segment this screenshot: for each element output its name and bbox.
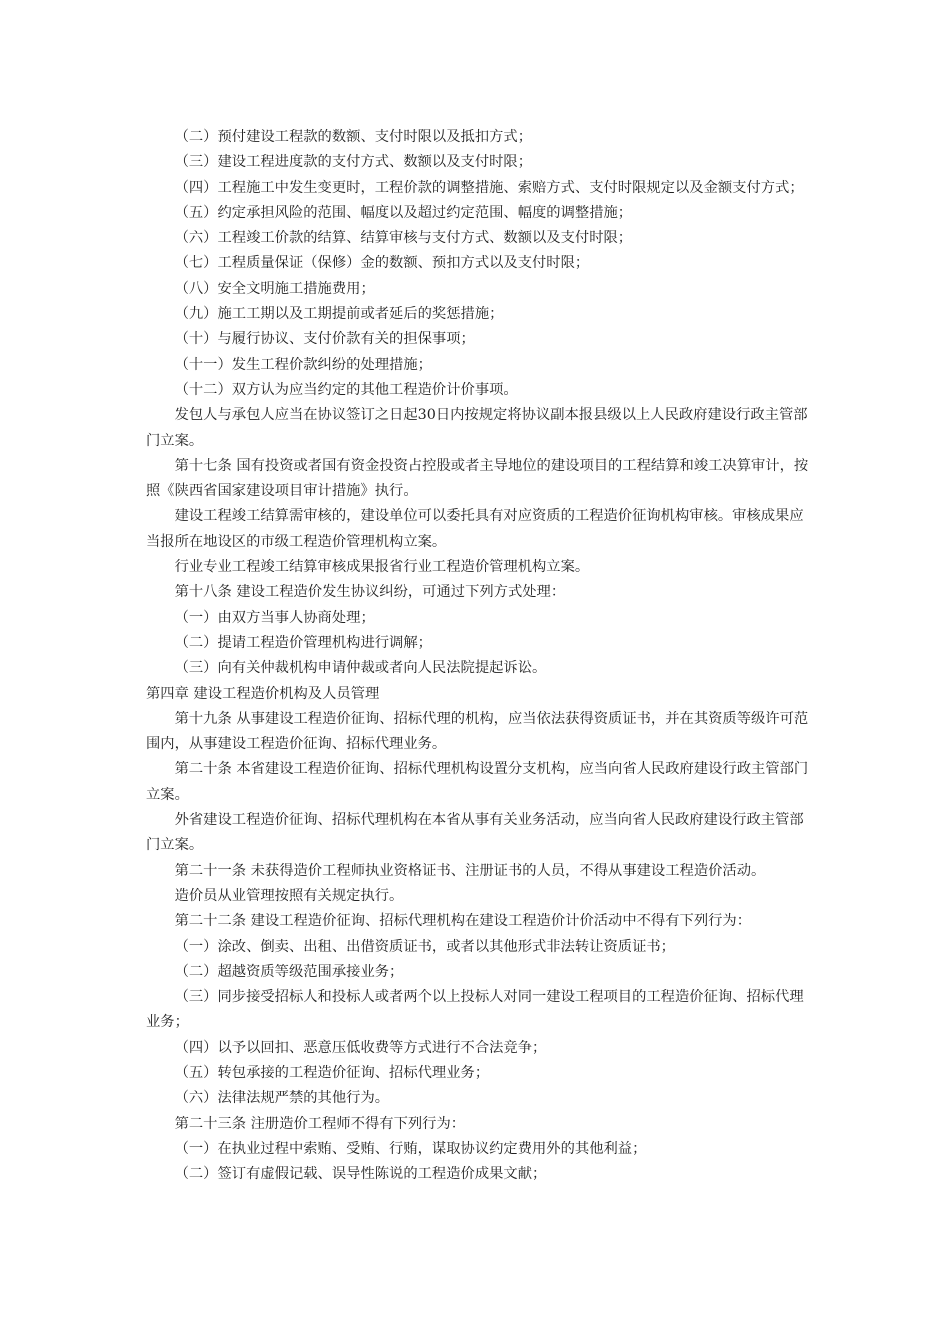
document-paragraph: （一）涂改、倒卖、出租、出借资质证书，或者以其他形式非法转让资质证书； [174, 938, 675, 955]
document-paragraph: （四）以予以回扣、恶意压低收费等方式进行不合法竞争； [174, 1039, 547, 1056]
document-paragraph: （二）预付建设工程款的数额、支付时限以及抵扣方式； [174, 129, 533, 145]
document-paragraph: （十）与履行协议、支付价款有关的担保事项； [174, 331, 475, 348]
document-paragraph: 第二十二条 建设工程造价征询、招标代理机构在建设工程造价计价活动中不得有下列行为： [174, 913, 752, 930]
document-paragraph: （三）建设工程进度款的支付方式、数额以及支付时限； [174, 154, 533, 171]
document-paragraph: （一）在执业过程中索贿、受贿、行贿，谋取协议约定费用外的其他利益； [174, 1140, 647, 1157]
document-paragraph: （一）由双方当事人协商处理； [174, 609, 375, 626]
document-paragraph: 第二十三条 注册造价工程师不得有下列行为： [174, 1115, 466, 1132]
document-paragraph: 第二十条 本省建设工程造价征询、招标代理机构设置分支机构，应当向省人民政府建设行政主管部门立案。 [146, 761, 809, 803]
document-paragraph: （二）超越资质等级范围承接业务； [174, 963, 404, 980]
document-paragraph: 第十七条 国有投资或者国有资金投资占控股或者主导地位的建设项目的工程结算和竣工决算审计，按照《陕西省国家建设项目审计措施》执行。 [146, 457, 809, 500]
document-paragraph: （五）约定承担风险的范围、幅度以及超过约定范围、幅度的调整措施； [174, 204, 633, 221]
document-paragraph: （七）工程质量保证（保修）金的数额、预扣方式以及支付时限； [174, 255, 590, 272]
chapter-heading: 第四章 建设工程造价机构及人员管理 [146, 685, 380, 702]
document-body [146, 125, 816, 1187]
document-paragraph: （八）安全文明施工措施费用； [174, 280, 375, 297]
document-paragraph: （十二）双方认为应当约定的其他工程造价计价事项。 [174, 381, 518, 398]
document-paragraph: （五）转包承接的工程造价征询、招标代理业务； [174, 1064, 490, 1081]
document-paragraph: （四）工程施工中发生变更时，工程价款的调整措施、索赔方式、支付时限规定以及金额支付方式； [174, 179, 804, 196]
document-paragraph: 发包人与承包人应当在协议签订之日起30日内按规定将协议副本报县级以上人民政府建设行政主管部门立案。 [146, 407, 808, 449]
document-paragraph: 建设工程竣工结算需审核的，建设单位可以委托具有对应资质的工程造价征询机构审核。审核成果应当报所在地设区的市级工程造价管理机构立案。 [146, 508, 804, 550]
document-paragraph: （九）施工工期以及工期提前或者延后的奖惩措施； [174, 306, 504, 323]
document-paragraph: 造价员从业管理按照有关规定执行。 [174, 887, 404, 904]
document-paragraph: 行业专业工程竣工结算审核成果报省行业工程造价管理机构立案。 [174, 559, 590, 576]
document-paragraph: （六）法律法规严禁的其他行为。 [174, 1090, 390, 1107]
document-paragraph: 第十八条 建设工程造价发生协议纠纷，可通过下列方式处理： [174, 584, 566, 601]
document-paragraph: 第二十一条 未获得造价工程师执业资格证书、注册证书的人员，不得从事建设工程造价活动。 [174, 862, 766, 879]
document-paragraph: （二）签订有虚假记载、误导性陈说的工程造价成果文献； [174, 1166, 547, 1183]
document-paragraph: （二）提请工程造价管理机构进行调解； [174, 634, 432, 651]
document-paragraph: （六）工程竣工价款的结算、结算审核与支付方式、数额以及支付时限； [174, 230, 633, 247]
document-paragraph: （三）向有关仲裁机构申请仲裁或者向人民法院提起诉讼。 [174, 660, 547, 677]
document-paragraph: （三）同步接受招标人和投标人或者两个以上投标人对同一建设工程项目的工程造价征询、招标代理业务； [146, 989, 804, 1031]
document-paragraph: 第十九条 从事建设工程造价征询、招标代理的机构，应当依法获得资质证书，并在其资质等级许可范围内，从事建设工程造价征询、招标代理业务。 [146, 710, 809, 753]
document-paragraph: （十一）发生工程价款纠纷的处理措施； [174, 356, 432, 373]
document-paragraph: 外省建设工程造价征询、招标代理机构在本省从事有关业务活动，应当向省人民政府建设行政主管部门立案。 [146, 812, 804, 854]
